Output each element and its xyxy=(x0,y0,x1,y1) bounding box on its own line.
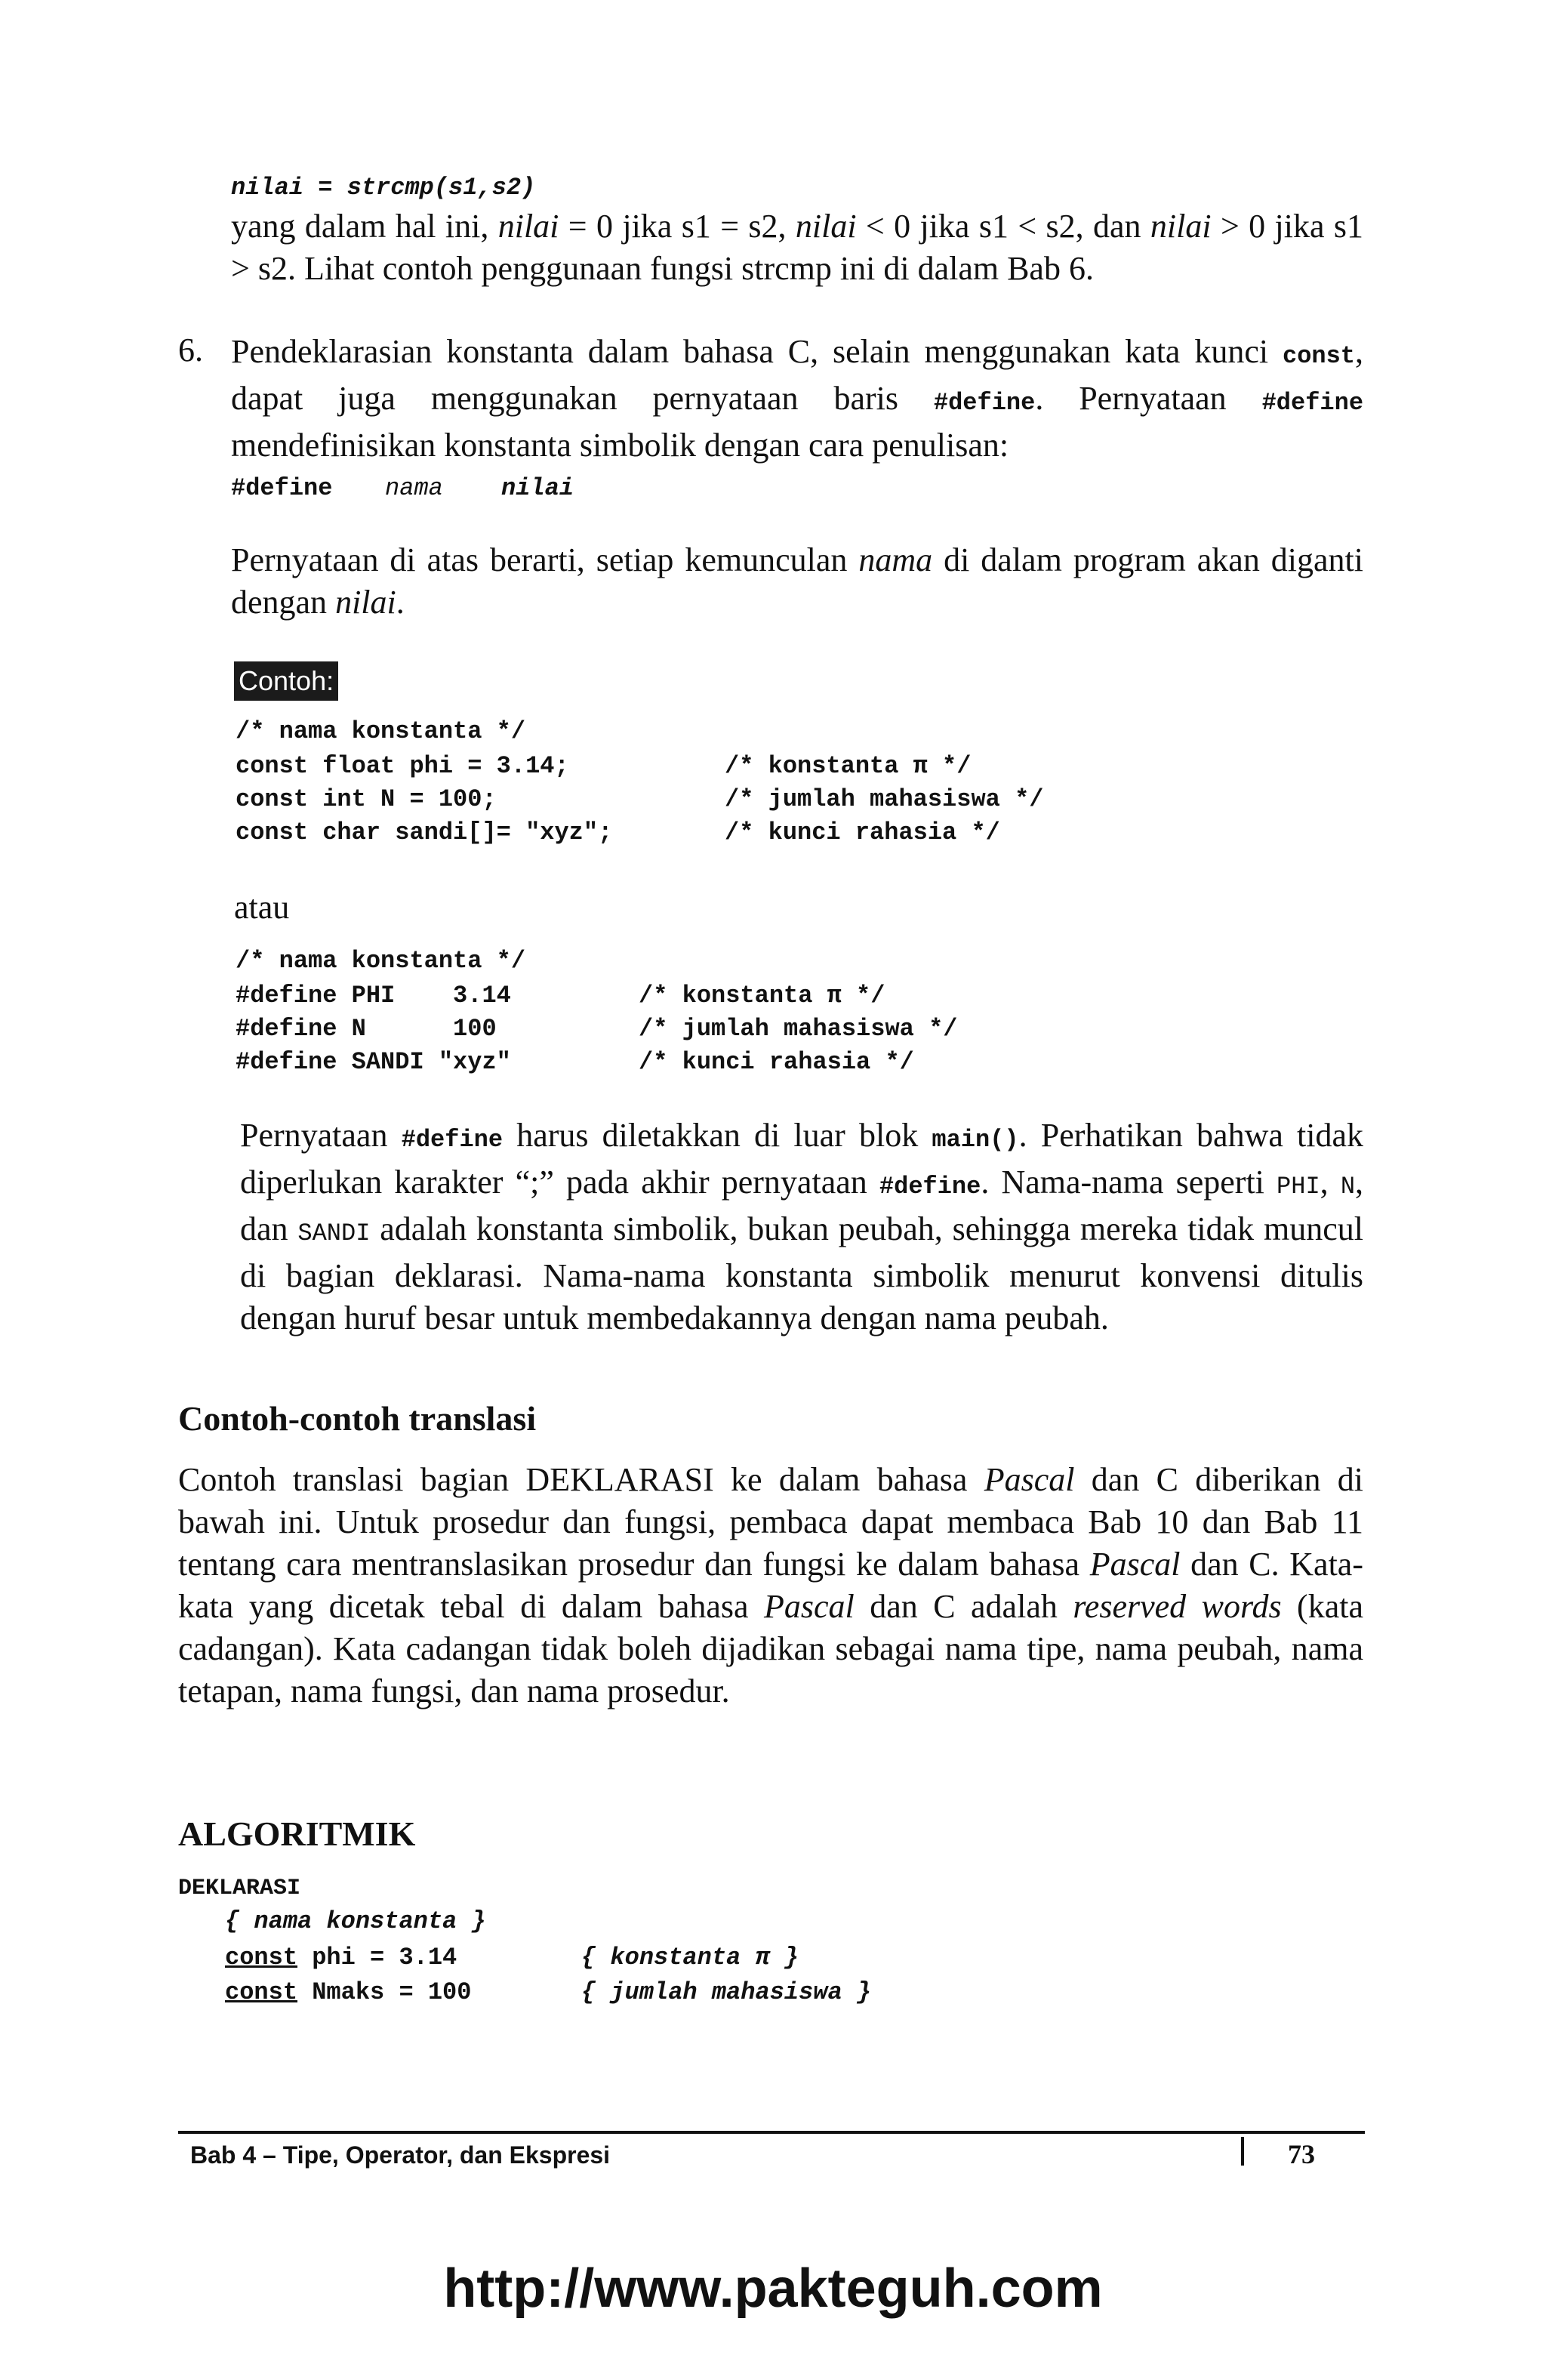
deklarasi-comment: { nama konstanta } xyxy=(225,1907,486,1935)
paragraph-translasi: Contoh translasi bagian DEKLARASI ke dalam bahasa Pascal dan C diberikan di bawah ini. Untuk prosedur dan fungsi, pembaca dapat membaca Bab 10 dan Bab 11 tentang cara mentranslasikan prosedur dan fungsi ke dalam bahasa Pascal dan C. Kata-kata yang dicetak tebal di dalam bahasa Pascal dan C adalah reserved words (kata cadangan). Kata cadangan tidak boleh dijadikan sebagai nama tipe, nama peubah, nama tetapan, nama fungsi, dan nama prosedur. xyxy=(178,1461,1364,1709)
define-value: nilai xyxy=(501,474,574,502)
code-comment: /* konstanta π */ xyxy=(725,752,972,780)
code-line: #define SANDI "xyz" xyxy=(236,1048,511,1076)
code-line: const int N = 100; xyxy=(236,785,497,813)
paragraph-strcmp: yang dalam hal ini, nilai = 0 jika s1 = s2, nilai < 0 jika s1 < s2, dan nilai > 0 jika s1 > s2. Lihat contoh penggunaan fungsi strcmp ini di dalam Bab 6. xyxy=(231,208,1364,287)
atau-text: atau xyxy=(234,889,290,926)
code-line: #define N 100 xyxy=(236,1015,497,1043)
paragraph-define-rules: Pernyataan #define harus diletakkan di luar blok main(). Perhatikan bahwa tidak diperlukan karakter “;” pada akhir pernyataan #define. Nama-nama seperti PHI, N, dan SANDI adalah konstanta simbolik, bukan peubah, sehingga mereka tidak muncul di bagian deklarasi. Nama-nama konstanta simbolik menurut konvensi ditulis dengan huruf besar untuk membedakannya dengan nama peubah. xyxy=(240,1117,1364,1336)
code-comment: /* jumlah mahasiswa */ xyxy=(639,1015,958,1043)
define-keyword: #define xyxy=(231,474,333,502)
section-heading-algoritmik: ALGORITMIK xyxy=(178,1814,416,1853)
deklarasi-label: DEKLARASI xyxy=(178,1876,301,1901)
code-line: const char sandi[]= "xyz"; xyxy=(236,819,613,846)
code-comment: /* konstanta π */ xyxy=(639,982,885,1010)
strcmp-code-line: nilai = strcmp(s1,s2) xyxy=(231,174,536,202)
deklarasi-row-comment: { jumlah mahasiswa } xyxy=(581,1978,872,2006)
page-number: 73 xyxy=(1288,2139,1315,2169)
contoh-label: Contoh: xyxy=(234,661,338,701)
code-comment: /* kunci rahasia */ xyxy=(725,819,1000,846)
code-line: #define PHI 3.14 xyxy=(236,982,511,1010)
section-heading-translasi: Contoh-contoh translasi xyxy=(178,1399,537,1438)
deklarasi-row-comment: { konstanta π } xyxy=(581,1944,799,1972)
code-line: /* nama konstanta */ xyxy=(236,717,526,745)
deklarasi-row: const Nmaks = 100 xyxy=(225,1978,472,2006)
code-line: /* nama konstanta */ xyxy=(236,947,526,975)
list-number-6: 6. xyxy=(178,331,203,368)
footer-chapter: Bab 4 – Tipe, Operator, dan Ekspresi xyxy=(190,2141,611,2169)
footer-rule xyxy=(178,2131,1365,2134)
footer-divider xyxy=(1241,2137,1244,2166)
code-comment: /* kunci rahasia */ xyxy=(639,1048,914,1076)
define-name: nama xyxy=(385,474,443,502)
paragraph-meaning: Pernyataan di atas berarti, setiap kemunculan nama di dalam program akan diganti dengan nilai. xyxy=(231,541,1364,621)
paragraph-item-6: Pendeklarasian konstanta dalam bahasa C, selain menggunakan kata kunci const, dapat juga menggunakan pernyataan baris #define. Pernyataan #define mendefinisikan konstanta simbolik dengan cara penulisan: xyxy=(231,333,1364,464)
code-line: const float phi = 3.14; xyxy=(236,752,569,780)
code-comment: /* jumlah mahasiswa */ xyxy=(725,785,1044,813)
watermark-url: http://www.pakteguh.com xyxy=(443,2258,1103,2319)
deklarasi-row: const phi = 3.14 xyxy=(225,1944,457,1972)
